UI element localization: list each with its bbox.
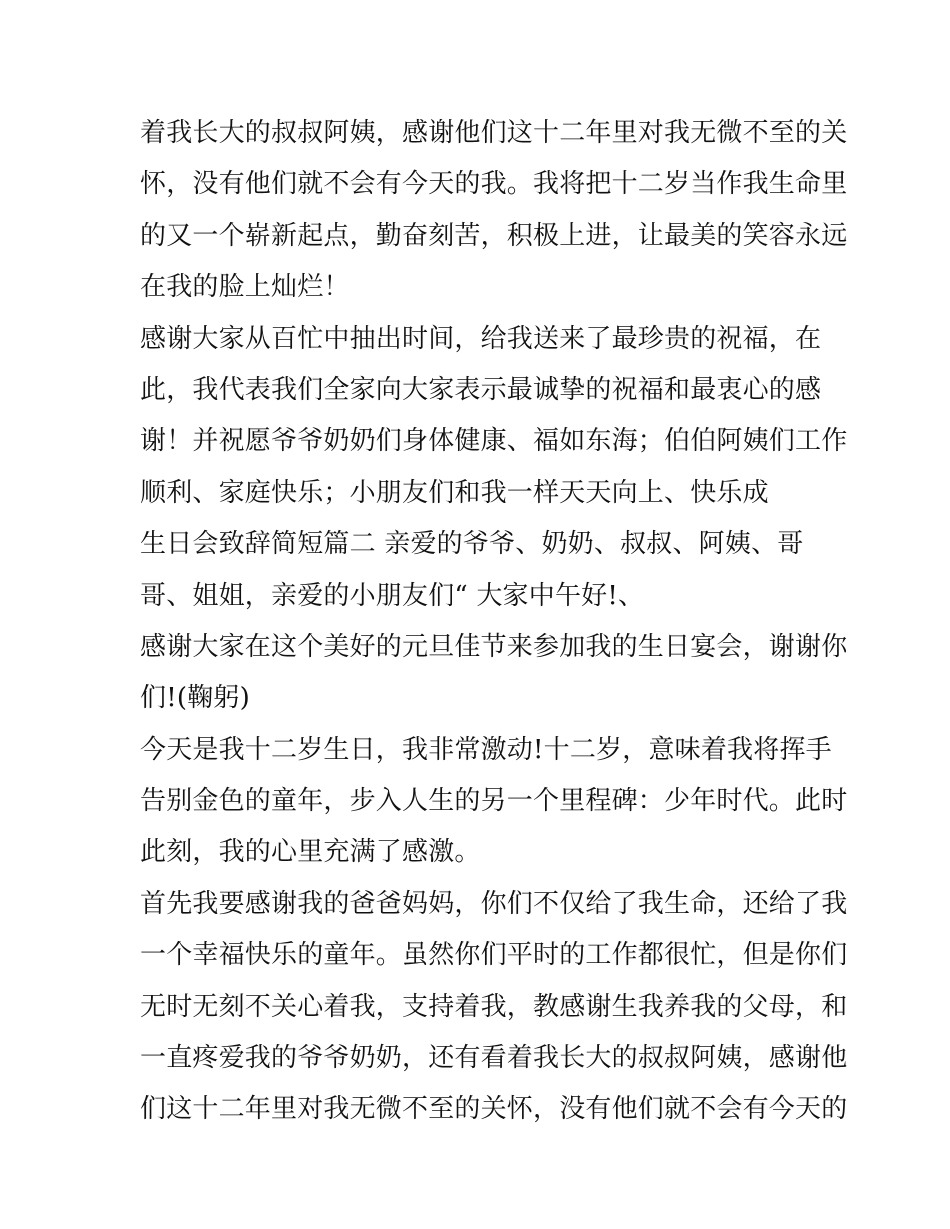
text-line: 在我的脸上灿烂！	[140, 272, 350, 303]
text-line: 一个幸福快乐的童年。虽然你们平时的工作都很忙，但是你们	[140, 940, 848, 971]
text-line: 怀，没有他们就不会有今天的我。我将把十二岁当作我生命里	[140, 169, 848, 200]
text-line: 的又一个崭新起点，勤奋刻苦，积极上进，让最美的笑容永远	[140, 220, 848, 251]
text-line: 们这十二年里对我无微不至的关怀，没有他们就不会有今天的	[140, 1094, 848, 1125]
text-line: 无时无刻不关心着我，支持着我，教感谢生我养我的父母，和	[140, 991, 848, 1022]
document-body	[140, 108, 848, 1136]
text-line: 们!(鞠躬)	[140, 683, 250, 714]
text-line: 首先我要感谢我的爸爸妈妈，你们不仅给了我生命，还给了我	[140, 888, 848, 919]
text-line: 一直疼爱我的爷爷奶奶，还有看着我长大的叔叔阿姨，感谢他	[140, 1043, 848, 1074]
text-line: 顺利、家庭快乐；小朋友们和我一样天天向上、快乐成	[140, 477, 769, 508]
text-line: 感谢大家从百忙中抽出时间，给我送来了最珍贵的祝福，在	[140, 323, 822, 354]
text-line: 着我长大的叔叔阿姨，感谢他们这十二年里对我无微不至的关	[140, 118, 848, 148]
text-line: 告别金色的童年，步入人生的另一个里程碑：少年时代。此时	[140, 786, 848, 817]
text-line: 哥、姐姐，亲爱的小朋友们“ 大家中午好!、	[140, 580, 645, 611]
text-line: 此刻，我的心里充满了感激。	[140, 837, 481, 868]
text-line: 谢！并祝愿爷爷奶奶们身体健康、福如东海；伯伯阿姨们工作	[140, 426, 848, 457]
section-heading-line: 生日会致辞简短篇二 亲爱的爷爷、奶奶、叔叔、阿姨、哥	[140, 529, 804, 560]
text-line: 感谢大家在这个美好的元旦佳节来参加我的生日宴会，谢谢你	[140, 631, 848, 662]
text-line: 今天是我十二岁生日，我非常激动!十二岁，意味着我将挥手	[140, 734, 832, 765]
text-line: 此，我代表我们全家向大家表示最诚挚的祝福和最衷心的感	[140, 374, 822, 405]
